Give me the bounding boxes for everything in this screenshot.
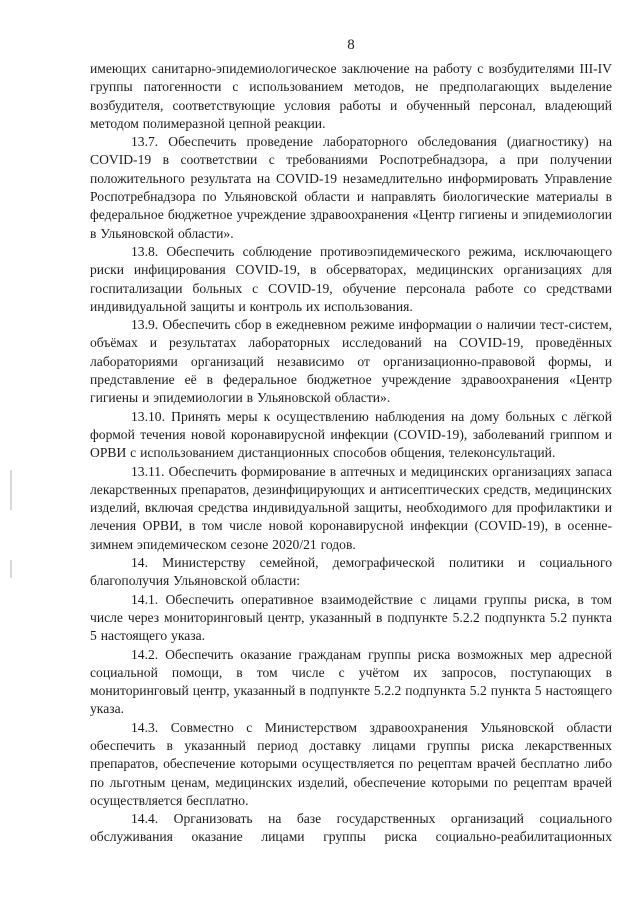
paragraph-14-2: 14.2. Обеспечить оказание гражданам группы риска возможных мер адресной социальной помощи, в том числе с учётом их запросов, поступающих в мониторинговый центр, указанный в подпункте 5.2.2 подпункта 5.2 пункта 5 настоящего указа. — [90, 646, 612, 717]
scan-margin-mark — [10, 470, 12, 510]
document-body — [90, 60, 612, 847]
paragraph-13-11: 13.11. Обеспечить формирование в аптечных и медицинских организациях запаса лекарственных препаратов, дезинфицирующих и антисептических средств, медицинских изделий, включая средства индивидуальной защиты, необходимого для профилактики и лечения ОРВИ, в том числе новой коронавирусной инфекции (COVID-19), в осенне-зимнем эпидемическом сезоне 2020/21 годов. — [90, 463, 612, 552]
paragraph-13-7: 13.7. Обеспечить проведение лабораторного обследования (диагностику) на COVID-19 в соответствии с требованиями Роспотребнадзора, а при получении положительного результата на COVID-19 незамедлительно информировать Управление Роспотребнадзора по Ульяновской области и направлять биологические материалы в федеральное бюджетное учреждение здравоохранения «Центр гигиены и эпидемиологии в Ульяновской области». — [90, 134, 612, 241]
paragraph-13-9: 13.9. Обеспечить сбор в ежедневном режиме информации о наличии тест-систем, объёмах и результатах лабораторных исследований на COVID-19, проведённых лабораториями организаций независимо от организационно-правовой формы, и представление её в федеральное бюджетное учреждение здравоохранения «Центр гигиены и эпидемиологии в Ульяновской области». — [90, 317, 612, 406]
paragraph-13-6-cont: имеющих санитарно-эпидемиологическое заключение на работу с возбудителями III-IV группы патогенности с использованием методов, не предполагающих выделение возбудителя, соответствующие условия работы и обученный персонал, владеющий методом полимеразной цепной реакции. — [90, 61, 612, 131]
paragraph-14-3: 14.3. Совместно с Министерством здравоохранения Ульяновской области обеспечить в указанный период доставку лицами группы риска лекарственных препаратов, обеспечение которыми осуществляется по рецептам врачей бесплатно либо по льготным ценам, медицинских изделий, обеспечение которыми по рецептам врачей осуществляется бесплатно. — [90, 719, 612, 808]
paragraph-14: 14. Министерству семейной, демографической политики и социального благополучия Ульяновской области: — [90, 555, 612, 589]
scan-margin-mark — [10, 560, 12, 578]
paragraph-13-10: 13.10. Принять меры к осуществлению наблюдения на дому больных с лёгкой формой течения новой коронавирусной инфекции (COVID-19), заболеваний гриппом и ОРВИ с использованием дистанционных способов общения, телеконсультаций. — [90, 408, 612, 461]
paragraph-13-8: 13.8. Обеспечить соблюдение противоэпидемического режима, исключающего риски инфицирования COVID-19, в обсерваторах, медицинских организациях для госпитализации больных с COVID-19, обучение персонала работе со средствами индивидуальной защиты и контроль их использования. — [90, 243, 612, 314]
paragraph-14-4: 14.4. Организовать на базе государственных организаций социального обслуживания оказание лицами группы риска социально-реабилитационных — [90, 811, 612, 845]
paragraph-14-1: 14.1. Обеспечить оперативное взаимодействие с лицами группы риска, в том числе через мониторинговый центр, указанный в подпункте 5.2.2 подпункта 5.2 пункта 5 настоящего указа. — [90, 591, 612, 644]
page-number: 8 — [347, 37, 355, 53]
